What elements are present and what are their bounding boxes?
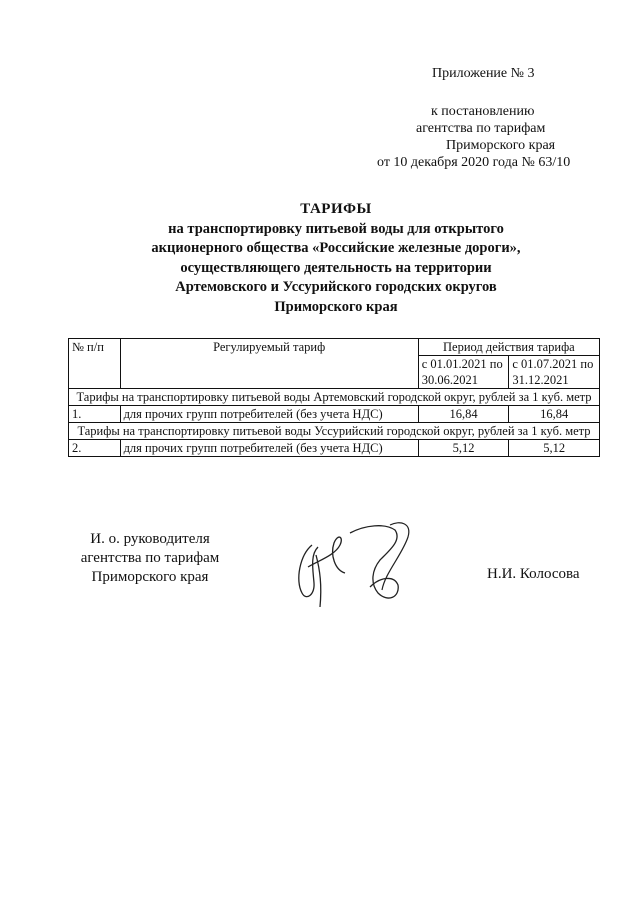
signatory-name: Н.И. Колосова bbox=[487, 566, 580, 582]
group-title-2: Тарифы на транспортировку питьевой воды Уссурийский городской округ, рублей за 1 куб. метр bbox=[69, 423, 600, 440]
title-line-3: осуществляющего деятельность на территории bbox=[180, 259, 492, 276]
row-value-2: 16,84 bbox=[509, 406, 600, 423]
header-tariff: Регулируемый тариф bbox=[120, 339, 418, 389]
table-row bbox=[69, 406, 600, 423]
appendix-line-4: от 10 декабря 2020 года № 63/10 bbox=[377, 155, 571, 170]
row-value-1: 5,12 bbox=[418, 440, 509, 457]
row-value-2: 5,12 bbox=[509, 440, 600, 457]
appendix-line-2: агентства по тарифам bbox=[416, 121, 546, 136]
appendix-line-1: к постановлению bbox=[431, 104, 535, 119]
header-num: № п/п bbox=[69, 339, 121, 389]
title-line-5: Приморского края bbox=[274, 298, 398, 315]
tariff-table bbox=[68, 338, 600, 457]
row-name: для прочих групп потребителей (без учета НДС) bbox=[120, 406, 418, 423]
signatory-position bbox=[70, 530, 230, 587]
title-line-1: на транспортировку питьевой воды для открытого bbox=[168, 220, 504, 237]
handwritten-signature bbox=[290, 515, 420, 615]
title-line-2: акционерного общества «Российские железные дороги», bbox=[151, 240, 521, 256]
header-period: Период действия тарифа bbox=[418, 339, 599, 356]
title-line-4: Артемовского и Уссурийского городских округов bbox=[175, 279, 497, 295]
document-title bbox=[80, 200, 592, 317]
row-num: 1. bbox=[69, 406, 121, 423]
appendix-line-3: Приморского края bbox=[446, 138, 556, 153]
position-line-1: И. о. руководителя bbox=[90, 531, 210, 547]
table-header-row bbox=[69, 339, 600, 356]
position-line-3: Приморского края bbox=[91, 569, 209, 585]
appendix-number: Приложение № 3 bbox=[432, 66, 535, 81]
row-name: для прочих групп потребителей (без учета НДС) bbox=[120, 440, 418, 457]
group-title-1: Тарифы на транспортировку питьевой воды Артемовский городской округ, рублей за 1 куб. метр bbox=[69, 389, 600, 406]
table-row bbox=[69, 440, 600, 457]
header-period-2: с 01.07.2021 по 31.12.2021 bbox=[509, 356, 600, 389]
header-period-1: с 01.01.2021 по 30.06.2021 bbox=[418, 356, 509, 389]
group-title-row bbox=[69, 423, 600, 440]
position-line-2: агентства по тарифам bbox=[80, 550, 220, 566]
row-num: 2. bbox=[69, 440, 121, 457]
group-title-row bbox=[69, 389, 600, 406]
appendix-header bbox=[0, 0, 640, 200]
title-main: ТАРИФЫ bbox=[300, 201, 372, 217]
row-value-1: 16,84 bbox=[418, 406, 509, 423]
